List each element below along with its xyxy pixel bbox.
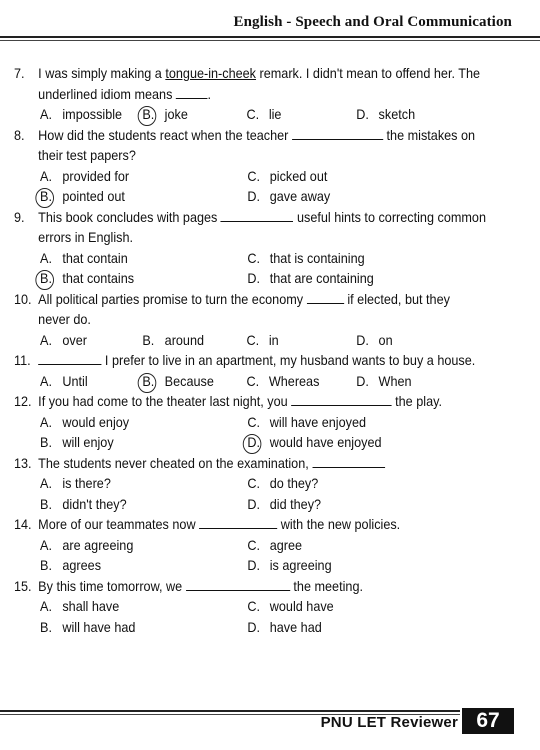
question-stem-line2: underlined idiom means [38,86,173,102]
answer-mark: B. [40,187,62,208]
question-number: 10. [14,291,32,307]
answer-blank [221,209,294,222]
option-b: B. that contains [40,269,247,290]
question-stem-line2: their test papers? [38,148,136,163]
option-c: C. will have enjoyed [247,414,367,430]
options-row [14,536,520,557]
option-d: D. is agreeing [247,558,332,573]
page-header [0,12,540,42]
question-stem-cont: if elected, but they [347,291,450,307]
question-11 [14,351,520,392]
question-stem-cont: with the new policies. [280,517,401,532]
option-a: A. impossible [40,107,123,122]
question-number: 14. [14,517,32,532]
option-b: B. around [142,332,205,348]
question-number: 9. [14,209,25,225]
options-row [14,413,520,434]
question-stem: By this time tomorrow, we [38,578,183,594]
question-stem-cont: useful hints to correcting common [296,209,486,225]
question-number: 13. [14,455,32,471]
question-stem-cont: the meeting. [293,578,363,594]
question-stem: I was simply making a [38,66,166,81]
question-number: 11. [14,353,31,368]
option-b: B. agrees [40,558,102,573]
options-row [14,269,520,290]
question-10 [14,290,520,352]
option-c: C. Whereas [246,373,320,389]
option-a: A. would enjoy [40,414,130,430]
question-number: 12. [14,394,32,409]
options-row [14,433,520,454]
option-c: C. do they? [247,476,319,491]
option-d: D. sketch [356,107,416,122]
option-d: D. would have enjoyed [247,433,454,454]
header-rule-thin [0,40,540,41]
option-d: D. that are containing [247,271,374,286]
question-number: 7. [14,66,25,81]
options-row [14,556,520,577]
underlined-idiom: tongue-in-cheek [165,66,257,81]
option-b: B. will have had [40,619,136,635]
option-b: B. Because [142,372,246,393]
page-number: 67 [462,708,514,734]
option-b: B. will enjoy [40,435,114,450]
question-stem: How did the students react when the teacher [38,127,289,143]
answer-blank [186,578,290,591]
answer-blank [307,291,344,304]
options-row [14,597,520,618]
answer-blank [38,352,101,365]
question-stem-cont: remark. I didn't mean to offend her. The [256,66,481,81]
options-row [14,187,520,208]
question-stem-cont: the mistakes on [386,127,476,143]
option-c: C. agree [247,537,303,553]
answer-mark: B. [40,269,62,290]
question-13 [14,454,520,516]
question-number: 15. [14,578,32,594]
answer-blank [176,86,208,99]
question-stem: All political parties promise to turn the economy [38,291,304,307]
option-b: B. pointed out [40,187,247,208]
answer-blank [292,127,383,140]
answer-blank [312,455,385,468]
option-c: C. picked out [247,168,328,184]
question-stem-line2: errors in English. [38,230,134,245]
footer-rule [0,710,460,712]
header-title: English - Speech and Oral Communication [233,14,512,30]
option-c: C. that is containing [247,250,365,266]
option-d: D. have had [247,619,322,635]
footer-label: PNU LET Reviewer [320,714,458,731]
answer-mark: B. [142,372,164,393]
question-12 [14,392,520,454]
answer-blank [291,393,391,406]
option-a: A. are agreeing [40,537,134,553]
question-14 [14,515,520,577]
answer-blank [199,516,277,529]
options-row [14,105,520,126]
question-15 [14,577,520,639]
question-stem-cont: the play. [395,394,443,409]
options-row [14,618,520,639]
options-row [14,331,520,352]
question-stem: I prefer to live in an apartment, my husband wants to buy a house. [104,353,476,368]
question-stem: This book concludes with pages [38,209,218,225]
options-row [14,249,520,270]
option-d: D. When [356,373,412,389]
option-c: C. in [246,332,279,348]
page-footer [0,710,540,740]
option-c: C. lie [246,107,282,122]
option-a: A. is there? [40,476,111,491]
question-stem: The students never cheated on the examination, [38,455,309,471]
question-stem: More of our teammates now [38,517,196,532]
option-b: B. joke [142,105,246,126]
option-d: D. gave away [247,189,331,204]
question-stem: If you had come to the theater last night, you [38,394,288,409]
options-row [14,167,520,188]
question-8 [14,126,520,208]
option-a: A. that contain [40,250,128,266]
question-list [14,64,520,638]
option-a: A. Until [40,373,88,389]
question-9 [14,208,520,290]
options-row [14,474,520,495]
answer-mark: B. [142,105,164,126]
option-c: C. would have [247,599,334,614]
option-a: A. provided for [40,168,130,184]
answer-mark: D. [247,433,269,454]
option-d: D. on [356,332,393,348]
option-a: A. over [40,332,87,348]
option-d: D. did they? [247,496,322,512]
question-stem-line2: never do. [38,312,91,327]
header-rule [0,36,540,38]
question-number: 8. [14,127,25,143]
option-b: B. didn't they? [40,496,127,512]
option-a: A. shall have [40,599,120,614]
options-row [14,495,520,516]
question-7: 7. I was simply making a tongue-in-cheek remark. I didn't mean to offend her. The underlined idiom means . A. impossible B. joke C. lie D. sketch [14,64,520,126]
options-row [14,372,520,393]
